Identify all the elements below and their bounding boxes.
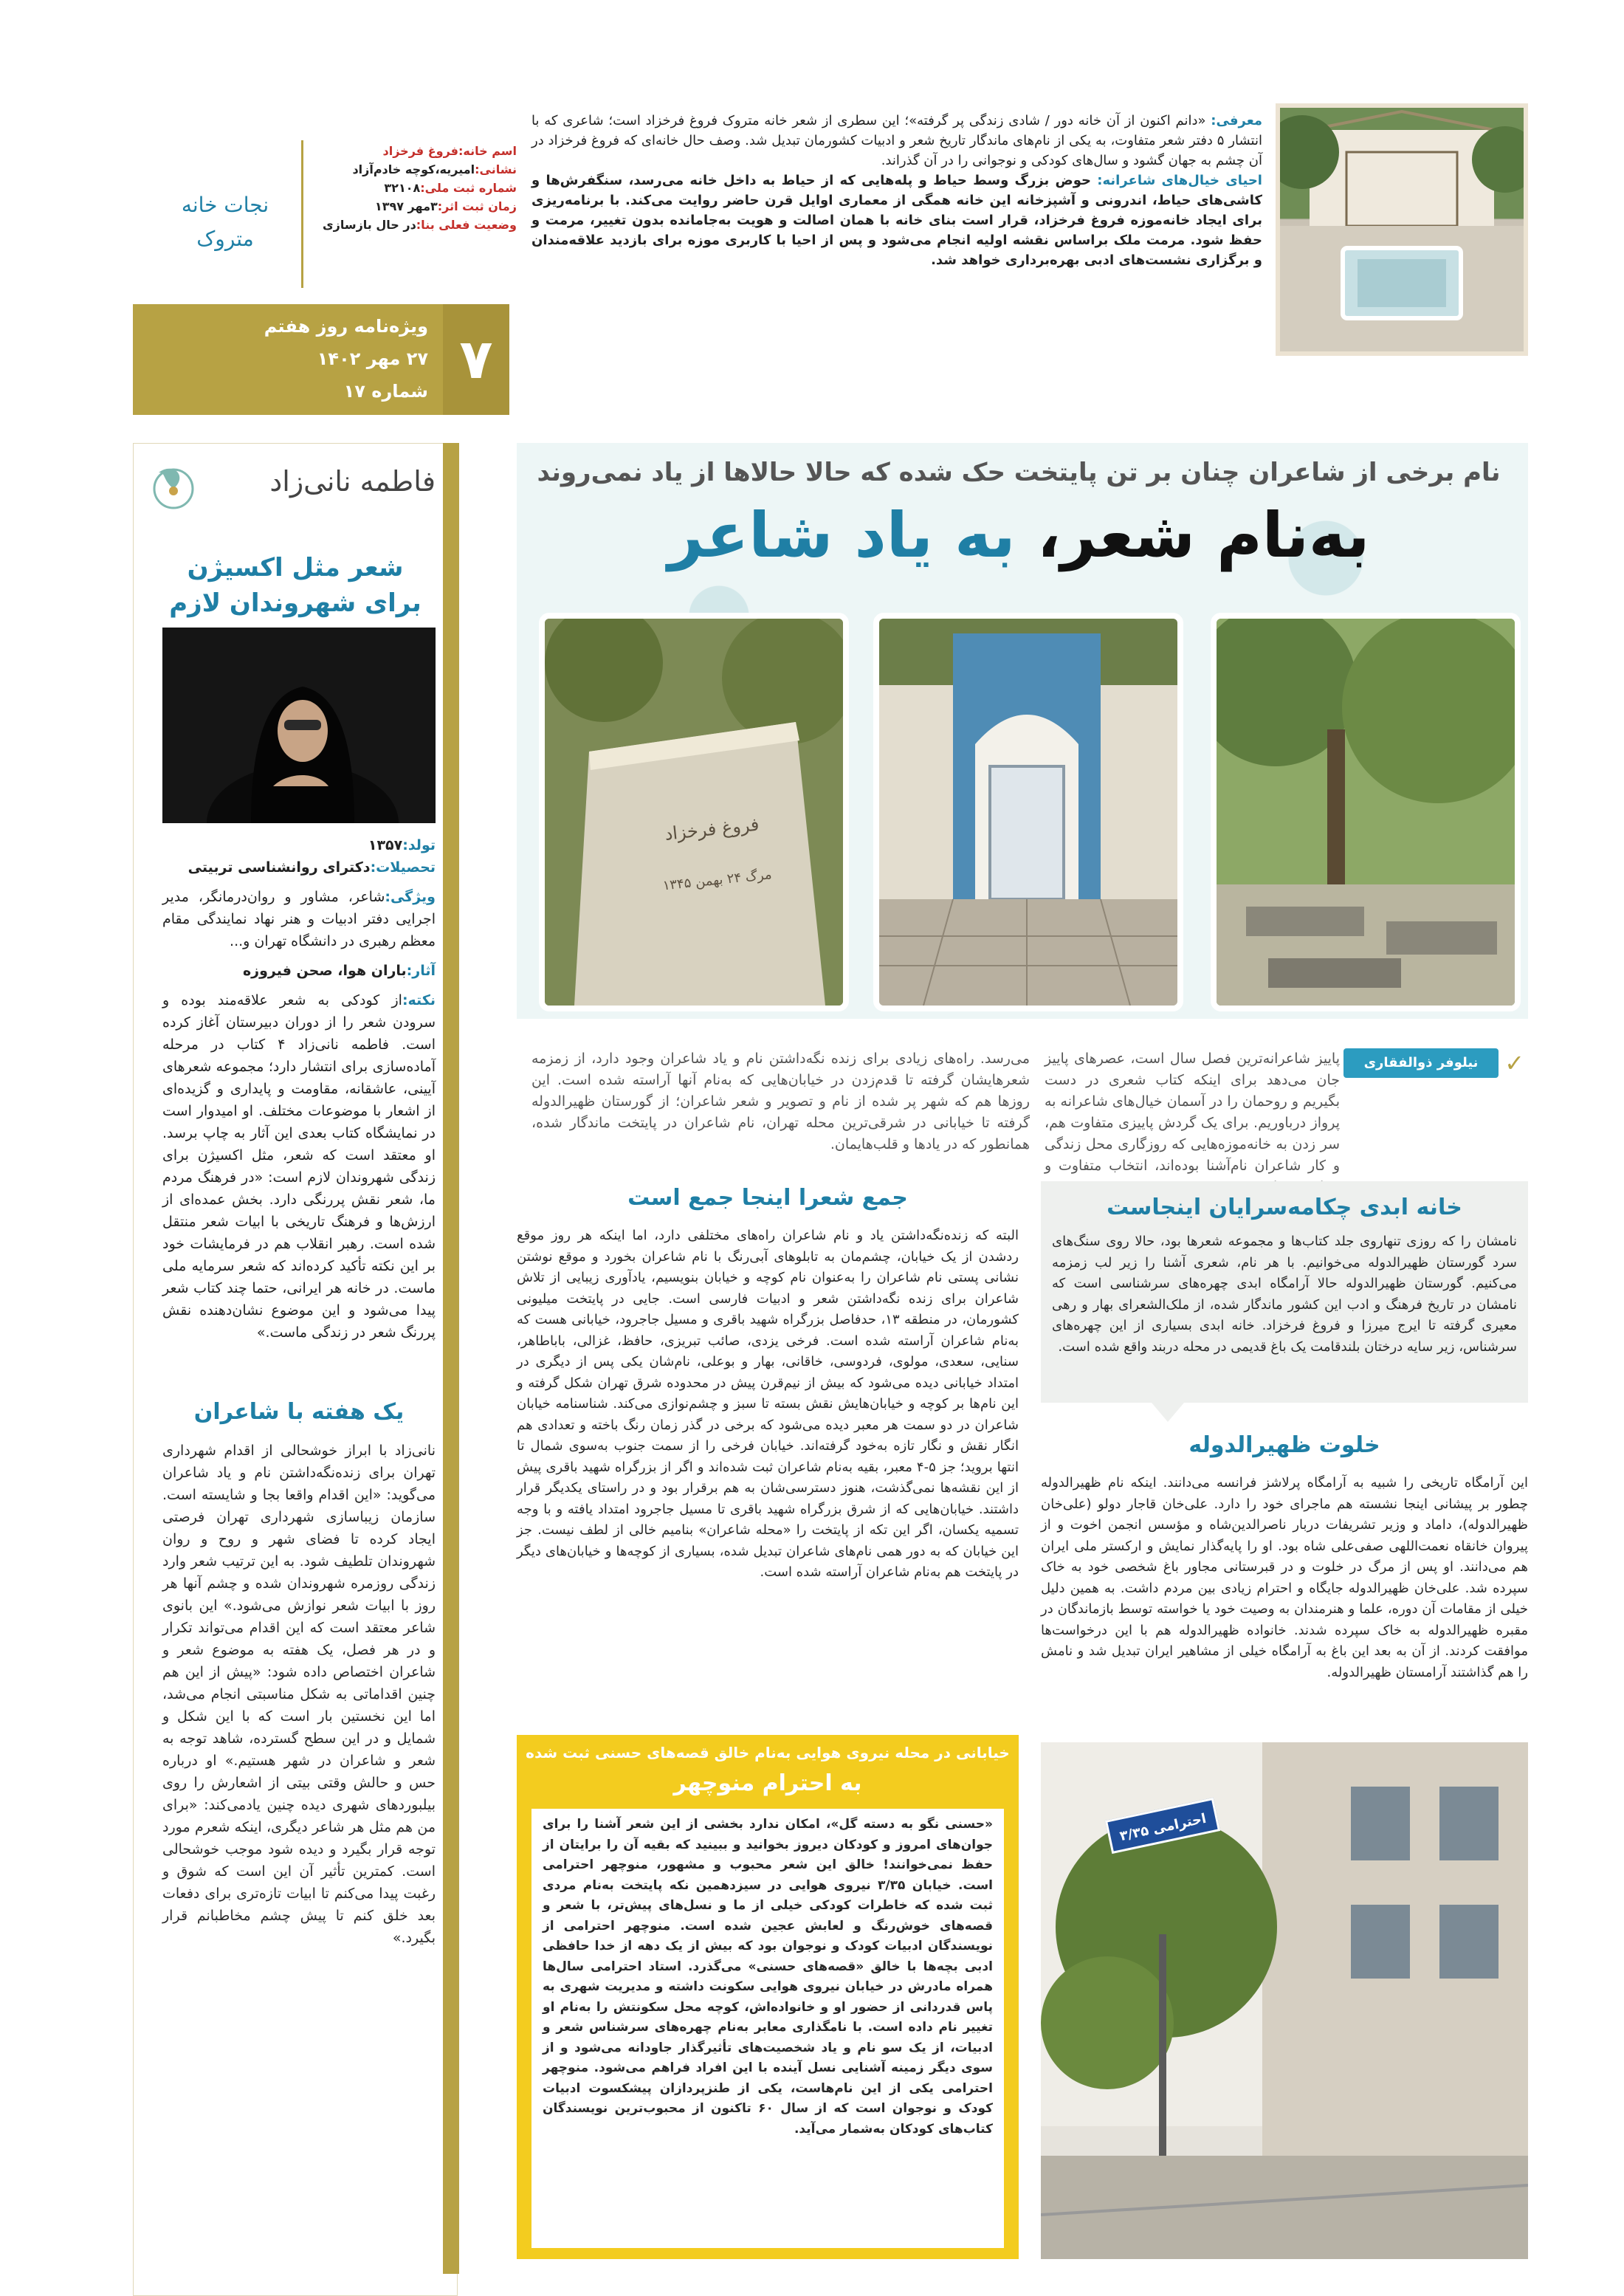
sec2-text: این آرامگاه تاریخی را شبیه به آرامگاه پرلاشز فرانسه می‌دانند. اینکه نام ظهیرالدوله چطور بر پیشانی اینجا نشسته هم ماجرای خود را دارد. علی‌خان قاجار دولو (علی‌خان ظهیرالدوله)، داماد و وزیر تشریفات دربار ناصرالدین‌شاه و مؤسس انجمن اخوت و از پیروان خانقاه نعمت‌اللهی صفی‌علی شاه بود. او را پایه‌گذار نمایش و ارکستر ملی ایران هم می‌دانند. او پس از مرگ در خلوت و در قبرستانی مجاور باغ شخصی خود به خاک سپرده شد. علی‌خان ظهیرالدوله جایگاه و احترام زیادی بین مردم داشت. به همین دلیل خیلی از مقامات آن دوره، علما و هنرمندان به وصیت خود یا خواسته توسط بازماندگان در مقبره ظهیرالدوله به خاک سپرده شدند. خانواده ظهیرالدوله هم با این درخواست‌ها موافقت کردند. از آن به بعد این باغ به آرامگاه خیلی از مشاهیر ایران تبدیل شد و نامش را هم گذاشتند آرامستان ظهیرالدوله. xyxy=(1041,1475,1528,1680)
revive-text: حوض بزرگ وسط حیاط و پله‌هایی که از حیاط به داخل خانه می‌رسد، سنگفرش‌ها و کاشی‌های حیاط، اندرونی و آشپزخانه این خانه همگی از معماری اوایل قرن حاضر روایت می‌کند. با برنامه‌ریزی برای ایجاد خانه‌موزه فروغ فرخزاد، قرار است بنای خانه با همان اصالت و هویت به‌جامانده بدون تغییر، مرمت و حفظ شود. مرمت ملک براساس نقشه اولیه انجام می‌شود و پس از احیا با کاربری موزه برای بازدید علاقه‌مندان و برگزاری نشست‌های ادبی بهره‌برداری خواهد شد. xyxy=(531,173,1262,268)
lead-left: می‌رسد. راه‌های زیادی برای زنده نگه‌داشتن نام و یاد شاعران وجود دارد، از زمزمه شعرهایشان گرفته تا قدم‌زدن در خیابان‌هایی که به‌نام آنها آراسته شده است. این روزها هم که شهر پر شده از نام و تصویر و شعر شاعران؛ از گورستان ظهیرالدوله گرفته تا خیابانی در شرقی‌ترین محله تهران، نام شاعران در پایتخت ماندگار شده، همانطور که در یادها و قلب‌هایمان. xyxy=(531,1051,1030,1152)
revive-label: احیای خیال‌های شاعرانه: xyxy=(1097,173,1262,188)
intro-text: «دانم اکنون از آن خانه دور / شادی زندگی پر گرفته»؛ این سطری از شعر خانه متروک فروغ فرخزاد است؛ شاعری که با انتشار ۵ دفتر شعر متفاوت، به یکی از نام‌های ماندگار تاریخ شعر و ادبیات کشورمان تبدیل شد. وصف حال خانه‌ای که فروغ فرخزاد در آن چشم به جهان گشود و سال‌های کودکی و نوجوانی را در آن گذراند. xyxy=(531,113,1262,168)
intro-label: معرفی: xyxy=(1211,113,1262,128)
box-kicker: خیابانی در محله نیروی هوایی به‌نام خالق قصه‌های حسنی ثبت شده xyxy=(526,1744,1010,1761)
box-title: به احترام منوچهر xyxy=(673,1770,862,1796)
sidebar-accent-bar xyxy=(443,443,459,2274)
sec3-title: جمع شعرا اینجا جمع است xyxy=(627,1185,908,1211)
gravestone-text: فروغ فرخزاد مرگ ۲۴ بهمن ۱۳۴۵ xyxy=(661,814,773,894)
box-text: «حسنی نگو به دسته گل»، امکان ندارد بخشی از این شعر آشنا را برای جوان‌های امروز و کودکان دیروز بخوانید و ببینید که بقیه آن را برایتان از حفظ نمی‌خوانند! خالق این شعر محبوب و مشهور، منوچهر احترامی است. خیابان ۳/۳۵ نیروی هوایی در سیزدهمین نکه پایتخت به‌نام مردی ثبت شده که خاطرات کودکی خیلی از ما و نسل‌های پیش‌تر، با شعر و قصه‌های خوش‌رنگ و لعابش عجین شده است. منوچهر احترامی از نویسندگان ادبیات کودک و نوجوان بود که بیش از یک دهه از خدا حافظی ادبی بچه‌ها با خالق «قصه‌های حسنی» می‌گذرد. استاد احترامی سال‌ها همراه مادرش در خیابان نیروی هوایی سکونت داشته و مدیریت شهری به پاس قدردانی از حضور او و خانواده‌اش، کوچه محل سکونتش را به‌نام او تغییر نام داده است. با نامگذاری معابر به‌نام چهره‌های سرشناس شعر و ادبیات، از یک سو نام و یاد شخصیت‌های تأثیرگذار جاودانه می‌شود و از سوی دیگر زمینه آشنایی نسل آینده با این افراد فراهم می‌شود. منوچهر احترامی یکی از این نام‌هاست، یکی از طنزپردازان پیشکسوت ادبیات کودک و نوجوان است که از سال ۶۰ تاکنون از محبوب‌ترین نویسندگان کتاب‌های کودکان به‌شمار می‌آید. xyxy=(543,1817,993,2137)
tiled-gate-photo xyxy=(873,613,1183,1011)
sec1-text: نامشان را که روزی تنهاروی جلد کتاب‌ها و مجموعه شعرها بود، حالا روی سنگ‌های سرد گورستان ظهیرالدوله می‌خوانیم. با هر نام، شعری آشنا را زیر لب زمزمه می‌کنیم. گورستان ظهیرالدوله حالا آرامگاه ابدی چهره‌های سرشناسی است که نامشان در تاریخ فرهنگ و ادب این کشور ماندگار شده، از ملک‌الشعرای بهار و رهی معیری گرفته تا ایرج میرزا و فروغ فرخزاد. خانه ابدی بسیاری از این چهره‌های سرشناس، زیر سایه درختان بلندقامت یک باغ قدیمی در محله دربند واقع شده است. xyxy=(1052,1234,1517,1355)
week-text: نانی‌زاد با ابراز خوشحالی از اقدام شهرداری تهران برای زنده‌نگه‌داشتن نام و یاد شاعران می‌گوید: «این اقدام واقعا بجا و شایسته است. سازمان زیباسازی شهرداری تهران فرصتی ایجاد کرده تا فضای شهر و روح و روان شهروندان تلطیف شود. به این ترتیب شعر وارد زندگی روزمره شهروندان شده و چشم آنها هر روز با ابیات شعر نوازش می‌شود.» این بانوی شاعر معتقد است که این اقدام می‌تواند تکرار و در هر فصل، یک هفته به موضوع شعر و شاعران اختصاص داده شود: «پیش از این هم چنین اقداماتی به شکل مناسبتی انجام می‌شد، اما این نخستین بار است که با این شکل و شمایل و در این سطح گسترده، شاهد توجه به شعر و شاعران در شهر هستیم.» او درباره حس و حالش وقتی بیتی از اشعارش را روی بیلبوردهای شهری دیده چنین یادمی‌کند: «برای من هم مثل هر شاعر دیگری، اینکه شعرم مورد توجه قرار بگیرد و دیده شود موجب خوشحالی است. کمترین تأثیر آن این است که شوق و رغبت پیدا می‌کنم تا ابیات تازه‌تری برای دفعات بعد خلق کنم تا پیش چشم مخاطبانم قرار بگیرد.» xyxy=(162,1443,436,1946)
street-sign: احترامی ۳/۳۵ xyxy=(1105,1798,1220,1854)
author-check-icon: ✓ xyxy=(1504,1049,1524,1077)
profile-headline: شعر مثل اکسیژن برای شهروندان لازم xyxy=(169,553,422,618)
house-info xyxy=(317,142,517,234)
sec1-title: خانه ابدی چکامه‌سرایان اینجاست xyxy=(1107,1195,1462,1220)
sec1-pointer xyxy=(1152,1403,1184,1422)
author-tag: نیلوفر ذوالفقاری xyxy=(1343,1048,1499,1078)
info-row: شماره ثبت ملی:۳۲۱۰۸ xyxy=(384,181,517,195)
info-row: نشانی:امیریه،کوچه خادم‌آزاد xyxy=(352,162,517,176)
page-number-box: ۷ xyxy=(443,304,509,415)
leaf-icon xyxy=(144,458,203,517)
rescue-intro xyxy=(531,111,1262,270)
headline-title: به‌نام شعر، به یاد شاعر xyxy=(667,499,1370,571)
profile-facts: تولد:۱۳۵۷ تحصیلات:دکترای روانشناسی تربیتی ویژگی:شاعر، مشاور و روان‌درمانگر، مدیر اجرایی دفتر ادبیات و هنر نهاد نمایندگی مقام معظم رهبری در دانشگاه تهران و... آثار:باران هوا، صحن فیروزه نکته:از کودکی به شعر علاقه‌مند بوده و سرودن شعر را از دوران دبیرستان آغاز کرده است. فاطمه نانی‌زاد ۴ کتاب در مرحله آماده‌سازی برای انتشار دارد؛ مجموعه شعرهای آیینی، عاشقانه، مقاومت و پایداری و گزیده‌ای از اشعار با موضوعات مختلف. او امیدوار است در نمایشگاه کتاب بعدی این آثار به چاپ برسد. او معتقد است که شعر، مثل اکسیژن برای زندگی شهروندان لازم است: «در فرهنگ مردم ما، شعر نقش پررنگی دارد. بخش عمده‌ای از ارزش‌ها و فرهنگ تاریخی با ابیات شعر منتقل شده است. رهبر انقلاب هم در فرمایشات خود بر این نکته تأکید کرده‌اند که شعر سرمایه ملی ماست. در خانه هر ایرانی، حتما چند کتاب شعر پیدا می‌شود و این موضوع نشان‌دهنده نقش پررنگ شعر در زندگی ماست.» xyxy=(162,837,436,1341)
info-row: اسم خانه:فروغ فرخزاد xyxy=(382,144,517,158)
headline-kicker: نام برخی از شاعران چنان بر تن پایتخت حک شده که حالا حالاها از یاد نمی‌روند xyxy=(537,458,1501,487)
courtyard-photo xyxy=(1276,103,1528,356)
street-photo xyxy=(1041,1742,1528,2259)
cemetery-garden-photo xyxy=(1211,613,1521,1011)
rescue-divider xyxy=(301,140,303,288)
info-row: وضعیت فعلی بنا:در حال بازسازی xyxy=(322,218,517,232)
gravestone-photo xyxy=(539,613,849,1011)
info-row: زمان ثبت اثر:۳مهر ۱۳۹۷ xyxy=(374,199,517,213)
sec2-title: خلوت ظهیرالدوله xyxy=(1188,1432,1380,1458)
issue-info: ویژه‌نامه روز هفتم ۲۷ مهر ۱۴۰۲ شماره ۱۷ xyxy=(264,316,428,402)
profile-name: فاطمه نانی‌زاد xyxy=(269,465,436,498)
week-title: یک هفته با شاعران xyxy=(193,1399,405,1425)
profile-photo xyxy=(162,628,436,823)
sec3-text: البته که زنده‌نگه‌داشتن یاد و نام شاعران راه‌های مختلفی دارد، اما اینکه هر روز موقع ردشدن از یک خیابان، چشم‌مان به تابلوهای آبی‌رنگ با نام شاعران بخورد و موقع نوشتن نشانی پستی نام شاعران را به‌عنوان نام کوچه و خیابان بنویسیم، یادآوری زیبایی از تلاش شاعران برای زنده نگه‌داشتن شعر و ادبیات فارسی است. جایی در پایتخت میلیونی کشورمان، در منطقه ۱۳، حدفاصل بزرگراه شهید باقری و مسیل جاجرود، خیابانی هست که به‌نام شاعران آراسته شده است. فرخی یزدی، صائب تبریزی، حافظ، غزالی، باباطاهر، سنایی، سعدی، مولوی، فردوسی، خاقانی، بهار و بوعلی، نام‌شان یکی پس از دیگری در امتداد خیابانی دیده می‌شود که بیش از نیم‌قرن پیش در محدوده شرق تهران شکل گرفته و این نام‌ها بر کوچه و خیابان‌هایش نقش بسته تا سبز و چشم‌نوازی می‌کند. شناسنامه خیابان شاعران در دو سمت هر معبر دیده می‌شود که برخی در گذر زمان رنگ باخته و تعدادی هم انگار نقش و نگار تازه به‌خود گرفته‌اند. خیابان فرخی را از سمت جنوب به‌سوی شمال تا انتها بروید؛ جز ۵-۴ معبر، بقیه به‌نام شاعران ثبت شده‌اند و اگر از بزرگراه شهید باقری پیش از این نقشه‌ها نمی‌گذشت، هنوز دسترسی‌شان به هم برقرار بود و در راستای یکدیگر قرار داشتند. خیابان‌هایی که از شرق بزرگراه شهید باقری تا مسیل جاجرود امتداد یافته و با وجه تسمیه یکسان، اگر این تکه از پایتخت را «محله شاعران» بنامیم خالی از لطف نیست. جز این خیابان که به دور همی نام‌های شاعران تبدیل شده، بسیاری از کوچه‌ها و خیابان‌های دیگر در پایتخت هم به‌نام شاعران آراسته شده است. xyxy=(517,1228,1019,1580)
rescue-title: نجات خانه متروک xyxy=(181,193,269,251)
lead-right: پاییز شاعرانه‌ترین فصل سال است، عصرهای پاییز جان می‌دهد برای اینکه کتاب شعری در دست بگیریم و روحمان را در آسمان خیال‌های شاعرانه به پرواز درباوریم. برای یک گردش پاییزی متفاوت هم، سر زدن به خانه‌موزه‌هایی که روزگاری محل زندگی و کار شاعران نام‌آشنا بوده‌اند، انتخاب متفاوت و xyxy=(1045,1051,1340,1174)
